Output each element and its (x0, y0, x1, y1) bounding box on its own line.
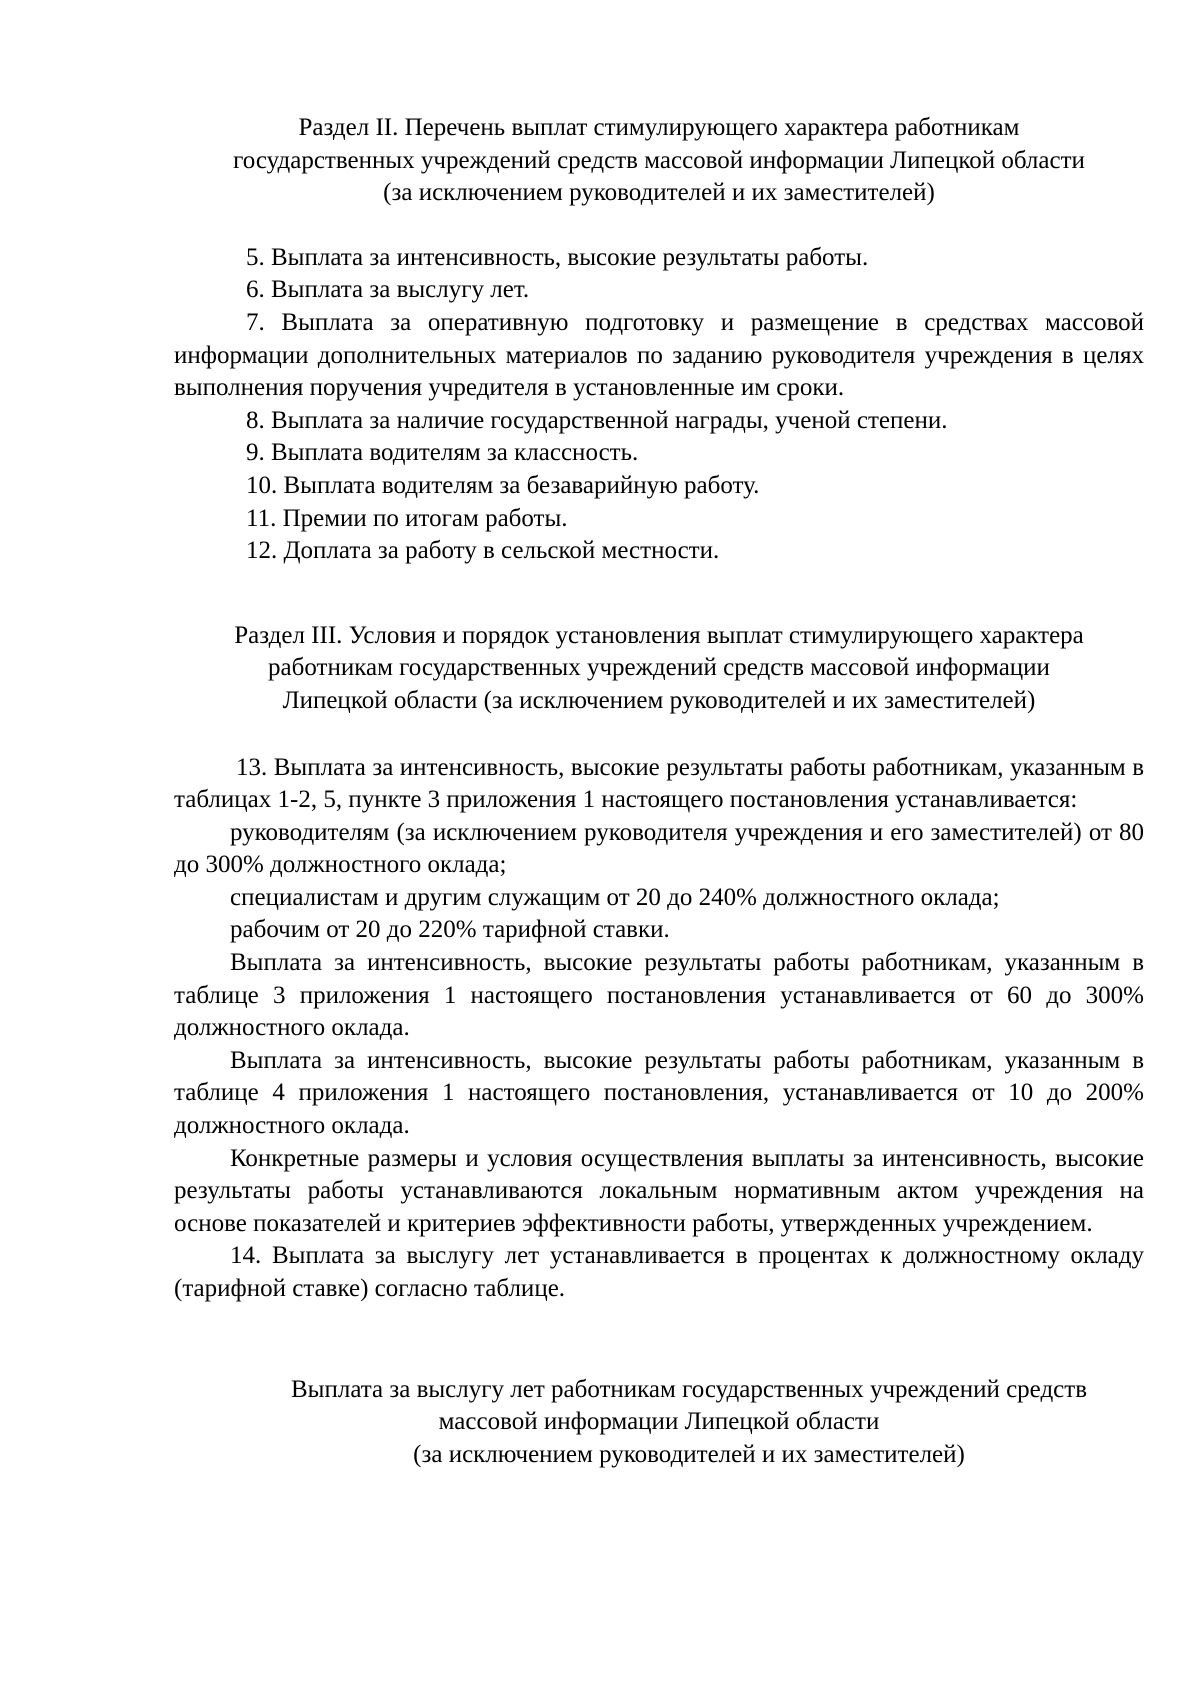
table-caption-line: (за исключением руководителей и их заместителей) (413, 1440, 965, 1468)
paragraph: 14. Выплата за выслугу лет устанавливается в процентах к должностному окладу (тарифной ставке) согласно таблице. (174, 1242, 1144, 1302)
paragraph: специалистам и другим служащим от 20 до 240% должностного оклада; (230, 883, 1000, 911)
table-caption-line: Выплата за выслугу лет работникам государственных учреждений средств (291, 1375, 1087, 1403)
list-item: 12. Доплата за работу в сельской местности. (246, 537, 720, 565)
list-item: 9. Выплата водителям за классность. (246, 439, 639, 467)
paragraph: руководителям (за исключением руководителя учреждения и его заместителей) от 80 до 300% должностного оклада; (174, 818, 1144, 879)
section-3-heading-line: Раздел III. Условия и порядок установления выплат стимулирующего характера (234, 621, 1084, 649)
section-3-heading (174, 620, 1144, 718)
section-3-heading-line: работникам государственных учреждений средств массовой информации (268, 654, 1050, 682)
table-caption (174, 1374, 1144, 1472)
list-item: 7. Выплата за оперативную подготовку и размещение в средствах массовой информации дополнительных материалов по заданию руководителя учреждения в целях выполнения поручения учредителя в установленные им сроки. (174, 308, 1144, 402)
list-item: 5. Выплата за интенсивность, высокие результаты работы. (246, 243, 869, 271)
paragraph: Выплата за интенсивность, высокие результаты работы работникам, указанным в таблице 4 приложения 1 настоящего постановления, устанавливается от 10 до 200% должностного оклада. (174, 1046, 1144, 1140)
list-item: 11. Премии по итогам работы. (246, 504, 568, 532)
section-2-heading (174, 112, 1144, 210)
paragraph: 13. Выплата за интенсивность, высокие результаты работы работникам, указанным в таблицах 1-2, 5, пункте 3 приложения 1 настоящего постановления устанавливается: (174, 753, 1144, 814)
section-2-heading-line: Раздел II. Перечень выплат стимулирующего характера работникам (298, 114, 1020, 141)
section-3-body (174, 752, 1144, 1306)
list-item: 6. Выплата за выслугу лет. (246, 276, 530, 304)
section-2-list (174, 242, 1144, 568)
section-2-heading-line: (за исключением руководителей и их заместителей) (383, 179, 935, 207)
section-2-heading-line: государственных учреждений средств массовой информации Липецкой области (233, 146, 1085, 174)
document-page (174, 112, 1144, 1471)
paragraph: рабочим от 20 до 220% тарифной ставки. (230, 916, 670, 944)
table-caption-line: массовой информации Липецкой области (438, 1408, 880, 1436)
section-3-heading-line: Липецкой области (за исключением руководителей и их заместителей) (282, 686, 1036, 714)
paragraph: Конкретные размеры и условия осуществления выплаты за интенсивность, высокие результаты работы устанавливаются локальным нормативным актом учреждения на основе показателей и критериев эффективности работы, утвержденных учреждением. (174, 1144, 1144, 1237)
list-item: 8. Выплата за наличие государственной награды, ученой степени. (246, 406, 948, 434)
list-item: 10. Выплата водителям за безаварийную работу. (246, 471, 760, 499)
paragraph: Выплата за интенсивность, высокие результаты работы работникам, указанным в таблице 3 приложения 1 настоящего постановления устанавливается от 60 до 300% должностного оклада. (174, 949, 1144, 1042)
